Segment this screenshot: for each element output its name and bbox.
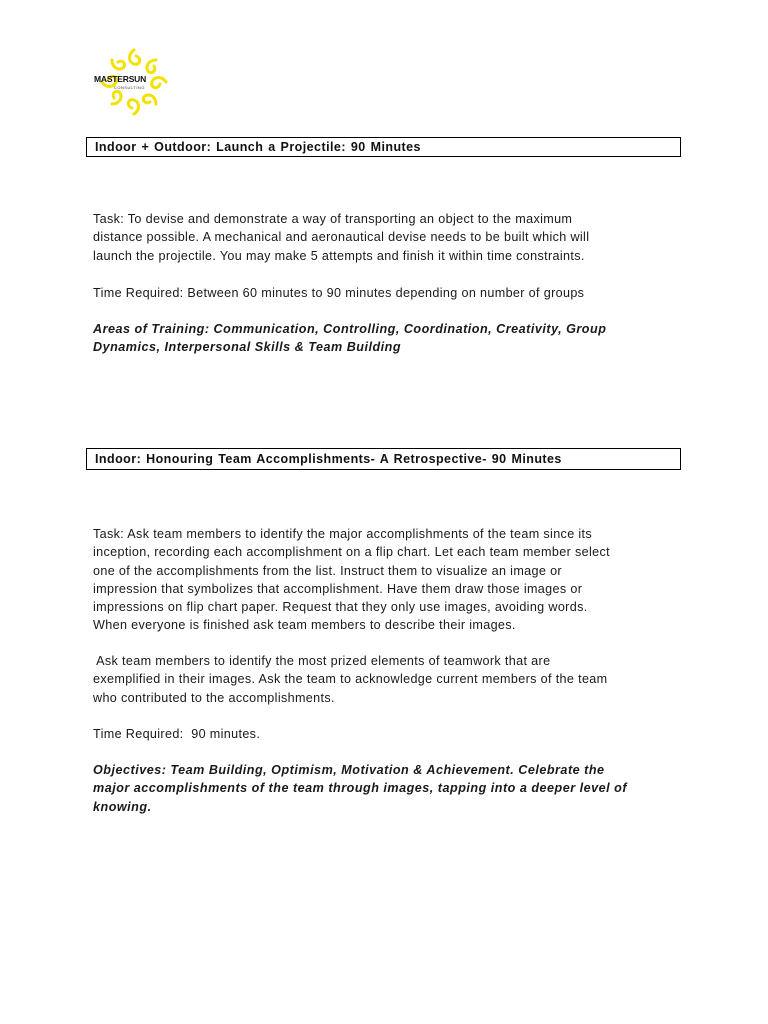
text-line: inception, recording each accomplishment on a flip chart. Let each team member select [93,545,610,560]
text-line: Objectives: Team Building, Optimism, Motivation & Achievement. Celebrate the [93,763,605,777]
text-line: major accomplishments of the team through images, tapping into a deeper level of [93,781,628,796]
text-line: one of the accomplishments from the list. Instruct them to visualize an image or [93,563,562,578]
text-line: impressions on flip chart paper. Request that they only use images, avoiding words. [93,600,588,615]
section1-time-required [93,284,683,302]
section2-heading: Indoor: Honouring Team Accomplishments- A Retrospective- 90 Minutes [86,448,681,470]
section2-second-paragraph [93,652,683,707]
text-line: Areas of Training: Communication, Controlling, Coordination, Creativity, Group [93,322,607,336]
section2-time-required [93,725,683,743]
section2-task-paragraph [93,525,683,635]
section1-heading: Indoor + Outdoor: Launch a Projectile: 90 Minutes [86,137,681,157]
text-line: exemplified in their images. Ask the team to acknowledge current members of the team [93,672,608,687]
logo-brand-text: MASTERSUN [94,74,147,84]
section1-areas-of-training [93,320,683,357]
text-line: who contributed to the accomplishments. [93,690,335,705]
logo-sub-text: CONSULTING [114,85,145,90]
text-line: Task: Ask team members to identify the major accomplishments of the team since its [93,527,593,541]
text-line: distance possible. A mechanical and aeronautical devise needs to be built which will [93,230,590,245]
text-line: knowing. [93,799,152,814]
section1-task-paragraph [93,210,683,265]
text-line: Time Required: Between 60 minutes to 90 minutes depending on number of groups [93,286,585,300]
text-line: impression that symbolizes that accomplishment. Have them draw those images or [93,581,583,596]
text-line: Dynamics, Interpersonal Skills & Team Building [93,340,402,355]
text-line: When everyone is finished ask team members to describe their images. [93,618,516,633]
company-logo [92,40,176,124]
text-line: Ask team members to identify the most prized elements of teamwork that are [93,654,551,668]
text-line: Task: To devise and demonstrate a way of transporting an object to the maximum [93,212,573,226]
section2-objectives [93,761,683,816]
text-line: launch the projectile. You may make 5 attempts and finish it within time constraints. [93,248,585,263]
text-line: Time Required: 90 minutes. [93,727,261,741]
